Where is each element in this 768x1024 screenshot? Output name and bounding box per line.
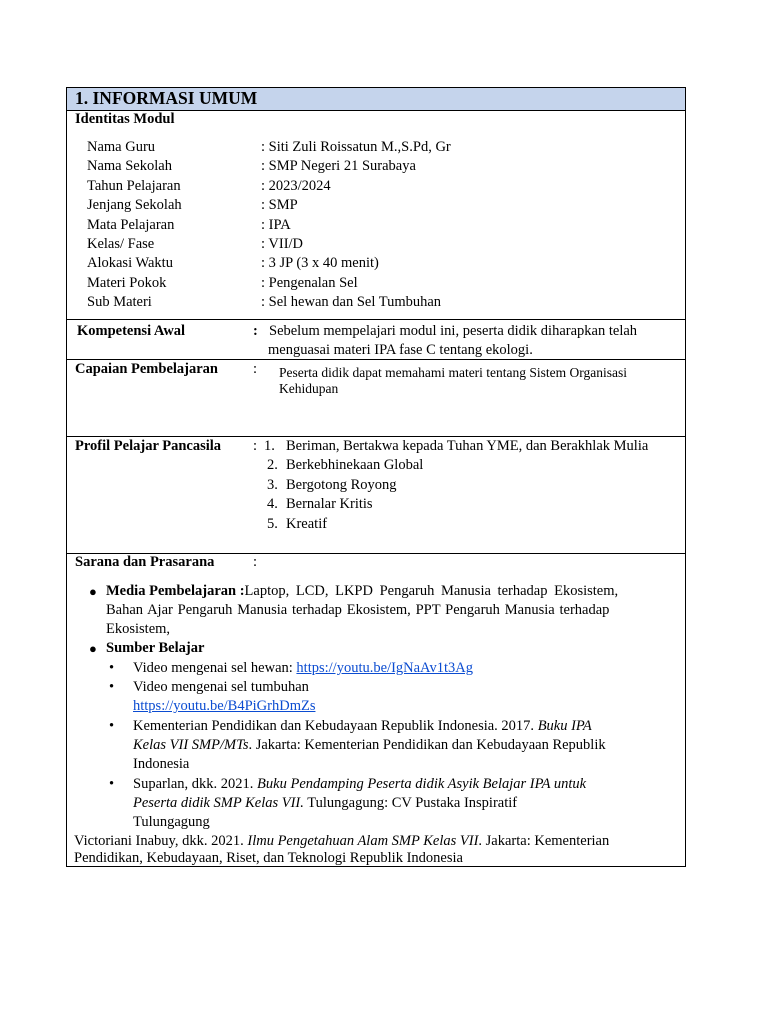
capaian-colon: : bbox=[253, 361, 258, 377]
profil-item-number: 3. bbox=[267, 476, 278, 493]
bullet-icon: • bbox=[109, 660, 115, 676]
divider bbox=[67, 319, 685, 320]
ref1-title: Buku IPA bbox=[537, 718, 592, 734]
identitas-key: Mata Pelajaran bbox=[87, 216, 175, 233]
profil-item-text: Beriman, Bertakwa kepada Tuhan YME, dan Berakhlak Mulia bbox=[286, 438, 649, 454]
ref2-title: Buku Pendamping Peserta didik Asyik Belajar IPA untuk bbox=[257, 776, 587, 792]
profil-item-number: 5. bbox=[267, 515, 278, 532]
bullet-icon: ● bbox=[89, 641, 97, 656]
identitas-key: Jenjang Sekolah bbox=[87, 197, 182, 214]
ref2-title-cont: Peserta didik SMP Kelas VII. bbox=[133, 795, 304, 811]
identitas-key: Sub Materi bbox=[87, 294, 152, 311]
ref1-line3: Indonesia bbox=[133, 756, 190, 772]
profil-item-text: Berkebhinekaan Global bbox=[286, 457, 424, 474]
bullet-icon: ● bbox=[89, 584, 97, 599]
identitas-value: : VII/D bbox=[261, 236, 304, 252]
ref3-text: Victoriani Inabuy, dkk. 2021. bbox=[74, 833, 248, 849]
ref3-line2: Pendidikan, Kebudayaan, Riset, dan Teknologi Republik Indonesia bbox=[74, 850, 463, 866]
media-text-3: Ekosistem, bbox=[106, 621, 171, 637]
video-hewan-text: Video mengenai sel hewan: bbox=[133, 660, 297, 676]
profil-item-text: Bernalar Kritis bbox=[286, 496, 373, 513]
sumber-label: Sumber Belajar bbox=[106, 640, 205, 656]
bullet-icon: • bbox=[109, 776, 115, 792]
capaian-label: Capaian Pembelajaran bbox=[75, 361, 218, 377]
ref2-text: Suparlan, dkk. 2021. bbox=[133, 776, 258, 792]
identitas-key: Nama Sekolah bbox=[87, 158, 172, 175]
identitas-value: : Sel hewan dan Sel Tumbuhan bbox=[261, 294, 442, 311]
video-tumbuhan bbox=[133, 697, 315, 716]
video-tumbuhan-link[interactable]: https://youtu.be/B4PiGrhDmZs bbox=[133, 698, 316, 714]
sarana-label: Sarana dan Prasarana bbox=[75, 554, 215, 570]
ref1-title-cont: Kelas VII SMP/MTs bbox=[133, 737, 249, 753]
section-header bbox=[67, 88, 685, 111]
ref2-line1 bbox=[133, 775, 586, 794]
profil-label: Profil Pelajar Pancasila bbox=[75, 438, 222, 454]
ref1-line2 bbox=[133, 736, 606, 755]
ref1-text: Kementerian Pendidikan dan Kebudayaan Republik Indonesia. 2017. bbox=[133, 718, 538, 734]
profil-item-number: 1. bbox=[264, 438, 275, 454]
ref2-line3: Tulungagung bbox=[133, 814, 210, 830]
ref3-publisher: . Jakarta: Kementerian bbox=[478, 833, 610, 849]
media-text-2: Bahan Ajar Pengaruh Manusia terhadap Ekosistem, PPT Pengaruh Manusia terhadap bbox=[106, 602, 610, 618]
profil-item-text: Bergotong Royong bbox=[286, 476, 397, 493]
ref3-title: Ilmu Pengetahuan Alam SMP Kelas VII bbox=[247, 833, 479, 849]
ref2-line2 bbox=[133, 794, 517, 813]
media-label: Media Pembelajaran : bbox=[106, 583, 245, 599]
identitas-value: : IPA bbox=[261, 216, 291, 233]
identitas-key: Nama Guru bbox=[87, 139, 156, 155]
capaian-text-1: Peserta didik dapat memahami materi tentang Sistem Organisasi bbox=[279, 365, 628, 380]
kompetensi-label: Kompetensi Awal bbox=[77, 323, 186, 339]
identitas-value: : SMP bbox=[261, 197, 298, 214]
identitas-value: : 2023/2024 bbox=[261, 177, 331, 194]
ref1-line1 bbox=[133, 717, 592, 736]
identitas-key: Alokasi Waktu bbox=[87, 255, 173, 272]
ref2-publisher: Tulungagung: CV Pustaka Inspiratif bbox=[303, 795, 518, 811]
section-title: 1. INFORMASI UMUM bbox=[75, 88, 258, 108]
profil-colon: : bbox=[253, 438, 258, 454]
informasi-umum-table bbox=[66, 87, 686, 867]
identitas-value: : Pengenalan Sel bbox=[261, 274, 358, 291]
identitas-key: Materi Pokok bbox=[87, 274, 167, 291]
capaian-text-2: Kehidupan bbox=[279, 381, 339, 396]
identitas-key: Kelas/ Fase bbox=[87, 236, 155, 252]
ref1-publisher: . Jakarta: Kementerian Pendidikan dan Kebudayaan Republik bbox=[248, 737, 606, 753]
profil-item-number: 2. bbox=[267, 457, 278, 474]
identitas-value: : Siti Zuli Roissatun M.,S.Pd, Gr bbox=[261, 139, 451, 155]
media-text-1: Laptop, LCD, LKPD Pengaruh Manusia terhadap Ekosistem, bbox=[244, 583, 619, 599]
identitas-key: Tahun Pelajaran bbox=[87, 177, 181, 194]
video-hewan bbox=[133, 659, 473, 678]
kompetensi-text-2: menguasai materi IPA fase C tentang ekologi. bbox=[268, 342, 533, 358]
profil-item-text: Kreatif bbox=[286, 515, 328, 532]
identitas-label: Identitas Modul bbox=[75, 111, 175, 127]
identitas-value: : SMP Negeri 21 Surabaya bbox=[261, 158, 416, 175]
bullet-icon: • bbox=[109, 718, 115, 734]
kompetensi-colon: : bbox=[253, 323, 258, 339]
video-tumbuhan-text: Video mengenai sel tumbuhan bbox=[133, 679, 309, 695]
identitas-value: : 3 JP (3 x 40 menit) bbox=[261, 255, 379, 272]
profil-item-number: 4. bbox=[267, 496, 278, 513]
kompetensi-text-1: Sebelum mempelajari modul ini, peserta didik diharapkan telah bbox=[269, 323, 638, 339]
bullet-icon: • bbox=[109, 679, 115, 695]
sarana-colon: : bbox=[253, 554, 258, 570]
video-hewan-link[interactable]: https://youtu.be/IgNaAv1t3Ag bbox=[296, 660, 473, 676]
media-pembelajaran bbox=[106, 582, 661, 601]
